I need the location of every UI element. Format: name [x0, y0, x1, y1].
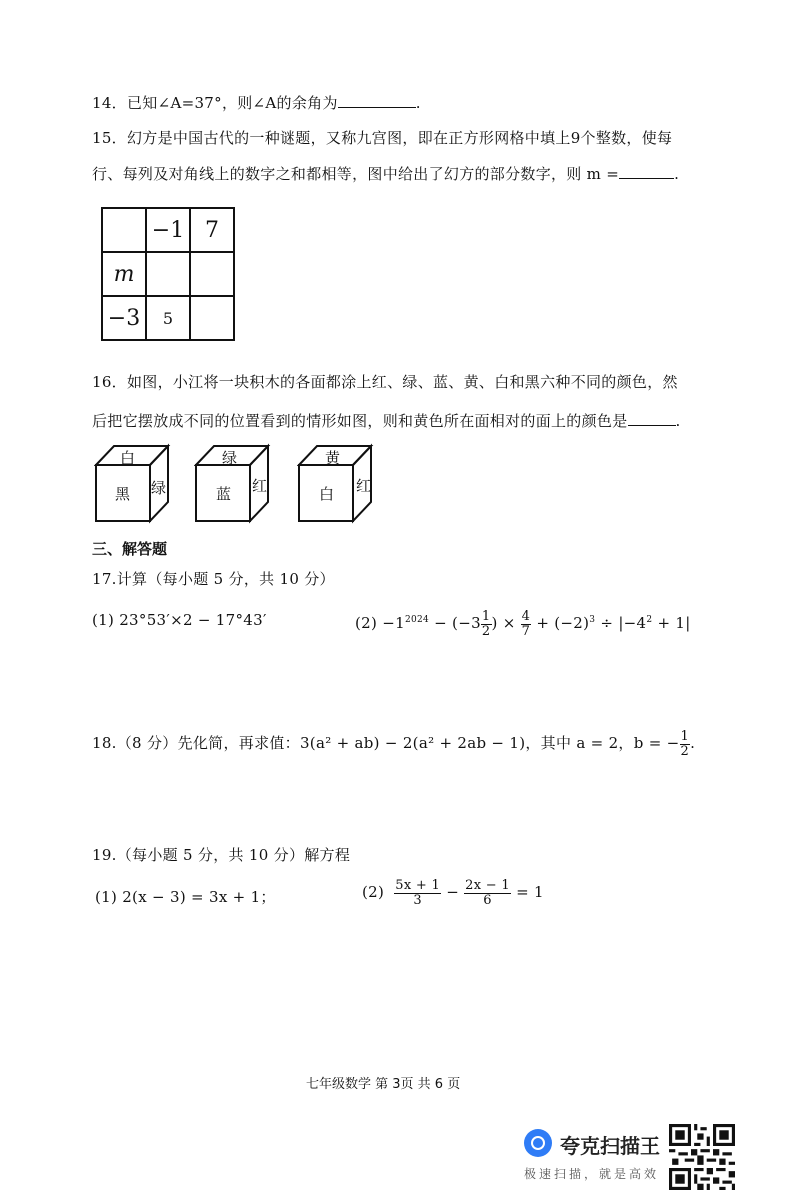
q18-end: .	[690, 734, 696, 752]
q15-line2: 行、每列及对角线上的数字之和都相等，图中给出了幻方的部分数字，则 m =	[92, 165, 620, 183]
fraction	[481, 610, 492, 639]
q17-p2-text: ÷ |−4	[595, 614, 647, 632]
watermark-slogan: 极速扫描，就是高效	[524, 1167, 660, 1181]
q19-title: 19.（每小题 5 分，共 10 分）解方程	[92, 846, 351, 864]
q17-p2-exp: 3	[589, 615, 596, 625]
cube-outline	[194, 443, 284, 525]
fraction	[464, 879, 511, 908]
q14-end: .	[415, 94, 421, 112]
q17-p2-text: ) ×	[491, 614, 521, 632]
magic-cell	[190, 252, 234, 296]
frac-num: 1	[680, 728, 690, 744]
magic-square	[101, 207, 235, 341]
cube-3-front: 白	[319, 485, 335, 503]
cube-1-side: 绿	[151, 479, 167, 497]
magic-cell: 7	[190, 208, 234, 252]
cube-2-side: 红	[252, 477, 268, 495]
cube-3-side: 红	[356, 477, 372, 495]
question-18	[92, 726, 695, 760]
magic-cell	[190, 296, 234, 340]
q19-part1: (1) 2(x − 3) = 3x + 1；	[95, 888, 276, 906]
q19-minus: −	[441, 883, 465, 901]
q19-rhs: = 1	[511, 883, 544, 901]
frac-num: 2x − 1	[465, 877, 510, 893]
question-14	[92, 92, 421, 113]
q17-p2-text: − (−3	[429, 614, 481, 632]
cube-2	[194, 443, 284, 523]
q15-line1: 15．幻方是中国古代的一种谜题，又称九宫图，即在正方形网格中填上9个整数，使每	[92, 129, 673, 147]
question-16-line2	[92, 410, 681, 431]
watermark-brand: 夸克扫描王	[560, 1134, 660, 1158]
q16-line1: 16．如图，小江将一块积木的各面都涂上红、绿、蓝、黄、白和黑六种不同的颜色，然	[92, 373, 678, 391]
q17-title: 17.计算（每小题 5 分，共 10 分）	[92, 570, 335, 588]
cube-1-front: 黑	[115, 485, 131, 503]
frac-num: 4	[521, 608, 531, 624]
magic-cell	[102, 208, 146, 252]
cube-3-top: 黄	[325, 449, 341, 467]
cube-outline	[297, 443, 387, 525]
q16-answer-blank[interactable]	[628, 411, 676, 426]
q17-part1: (1) 23°53′×2 − 17°43′	[92, 611, 267, 629]
q17-p2-text: + 1|	[652, 614, 691, 632]
q17-p2-exp: 2	[646, 615, 653, 625]
q14-text: 14．已知∠A=37°，则∠A的余角为	[92, 94, 338, 112]
cube-2-top: 绿	[222, 449, 238, 467]
q16-end: .	[675, 412, 681, 430]
fraction	[394, 879, 441, 908]
section-heading: 三、解答题	[92, 540, 168, 558]
q15-answer-blank[interactable]	[619, 164, 674, 179]
cube-1	[94, 443, 184, 523]
frac-den: 2	[680, 743, 690, 759]
magic-cell: −1	[146, 208, 190, 252]
page-footer: 七年级数学 第 3页 共 6 页	[306, 1077, 461, 1092]
q17-p2-text: + (−2)	[531, 614, 590, 632]
q17-p2-exp: 2024	[404, 615, 430, 625]
q14-answer-blank[interactable]	[338, 93, 416, 108]
question-15-line2	[92, 163, 679, 184]
frac-num: 1	[481, 608, 491, 624]
frac-den: 6	[483, 892, 492, 908]
cube-2-front: 蓝	[216, 485, 232, 503]
magic-cell: −3	[102, 296, 146, 340]
q19-p2-label: (2)	[362, 883, 385, 901]
frac-den: 7	[521, 623, 531, 639]
frac-den: 2	[481, 623, 491, 639]
magic-cell: m	[102, 252, 146, 296]
frac-den: 3	[413, 892, 422, 908]
q19-part2	[362, 874, 544, 910]
quark-logo-icon	[524, 1129, 552, 1157]
cube-1-top: 白	[120, 449, 136, 467]
q16-line2: 后把它摆放成不同的位置看到的情形如图，则和黄色所在面相对的面上的颜色是	[92, 412, 628, 430]
q15-end: .	[674, 165, 680, 183]
magic-cell	[146, 252, 190, 296]
cube-3	[297, 443, 387, 523]
fraction	[521, 610, 532, 639]
frac-num: 5x + 1	[395, 877, 441, 893]
q18-text: 18.（8 分）先化简，再求值：3(a² + ab) − 2(a² + 2ab − 1)，其中 a = 2，b = −	[92, 734, 680, 752]
cube-outline	[94, 443, 184, 525]
magic-cell: 5	[146, 296, 190, 340]
q17-part2	[355, 604, 691, 639]
qr-code-icon	[669, 1124, 735, 1190]
fraction	[680, 730, 691, 759]
q17-p2-text: (2) −1	[355, 614, 405, 632]
